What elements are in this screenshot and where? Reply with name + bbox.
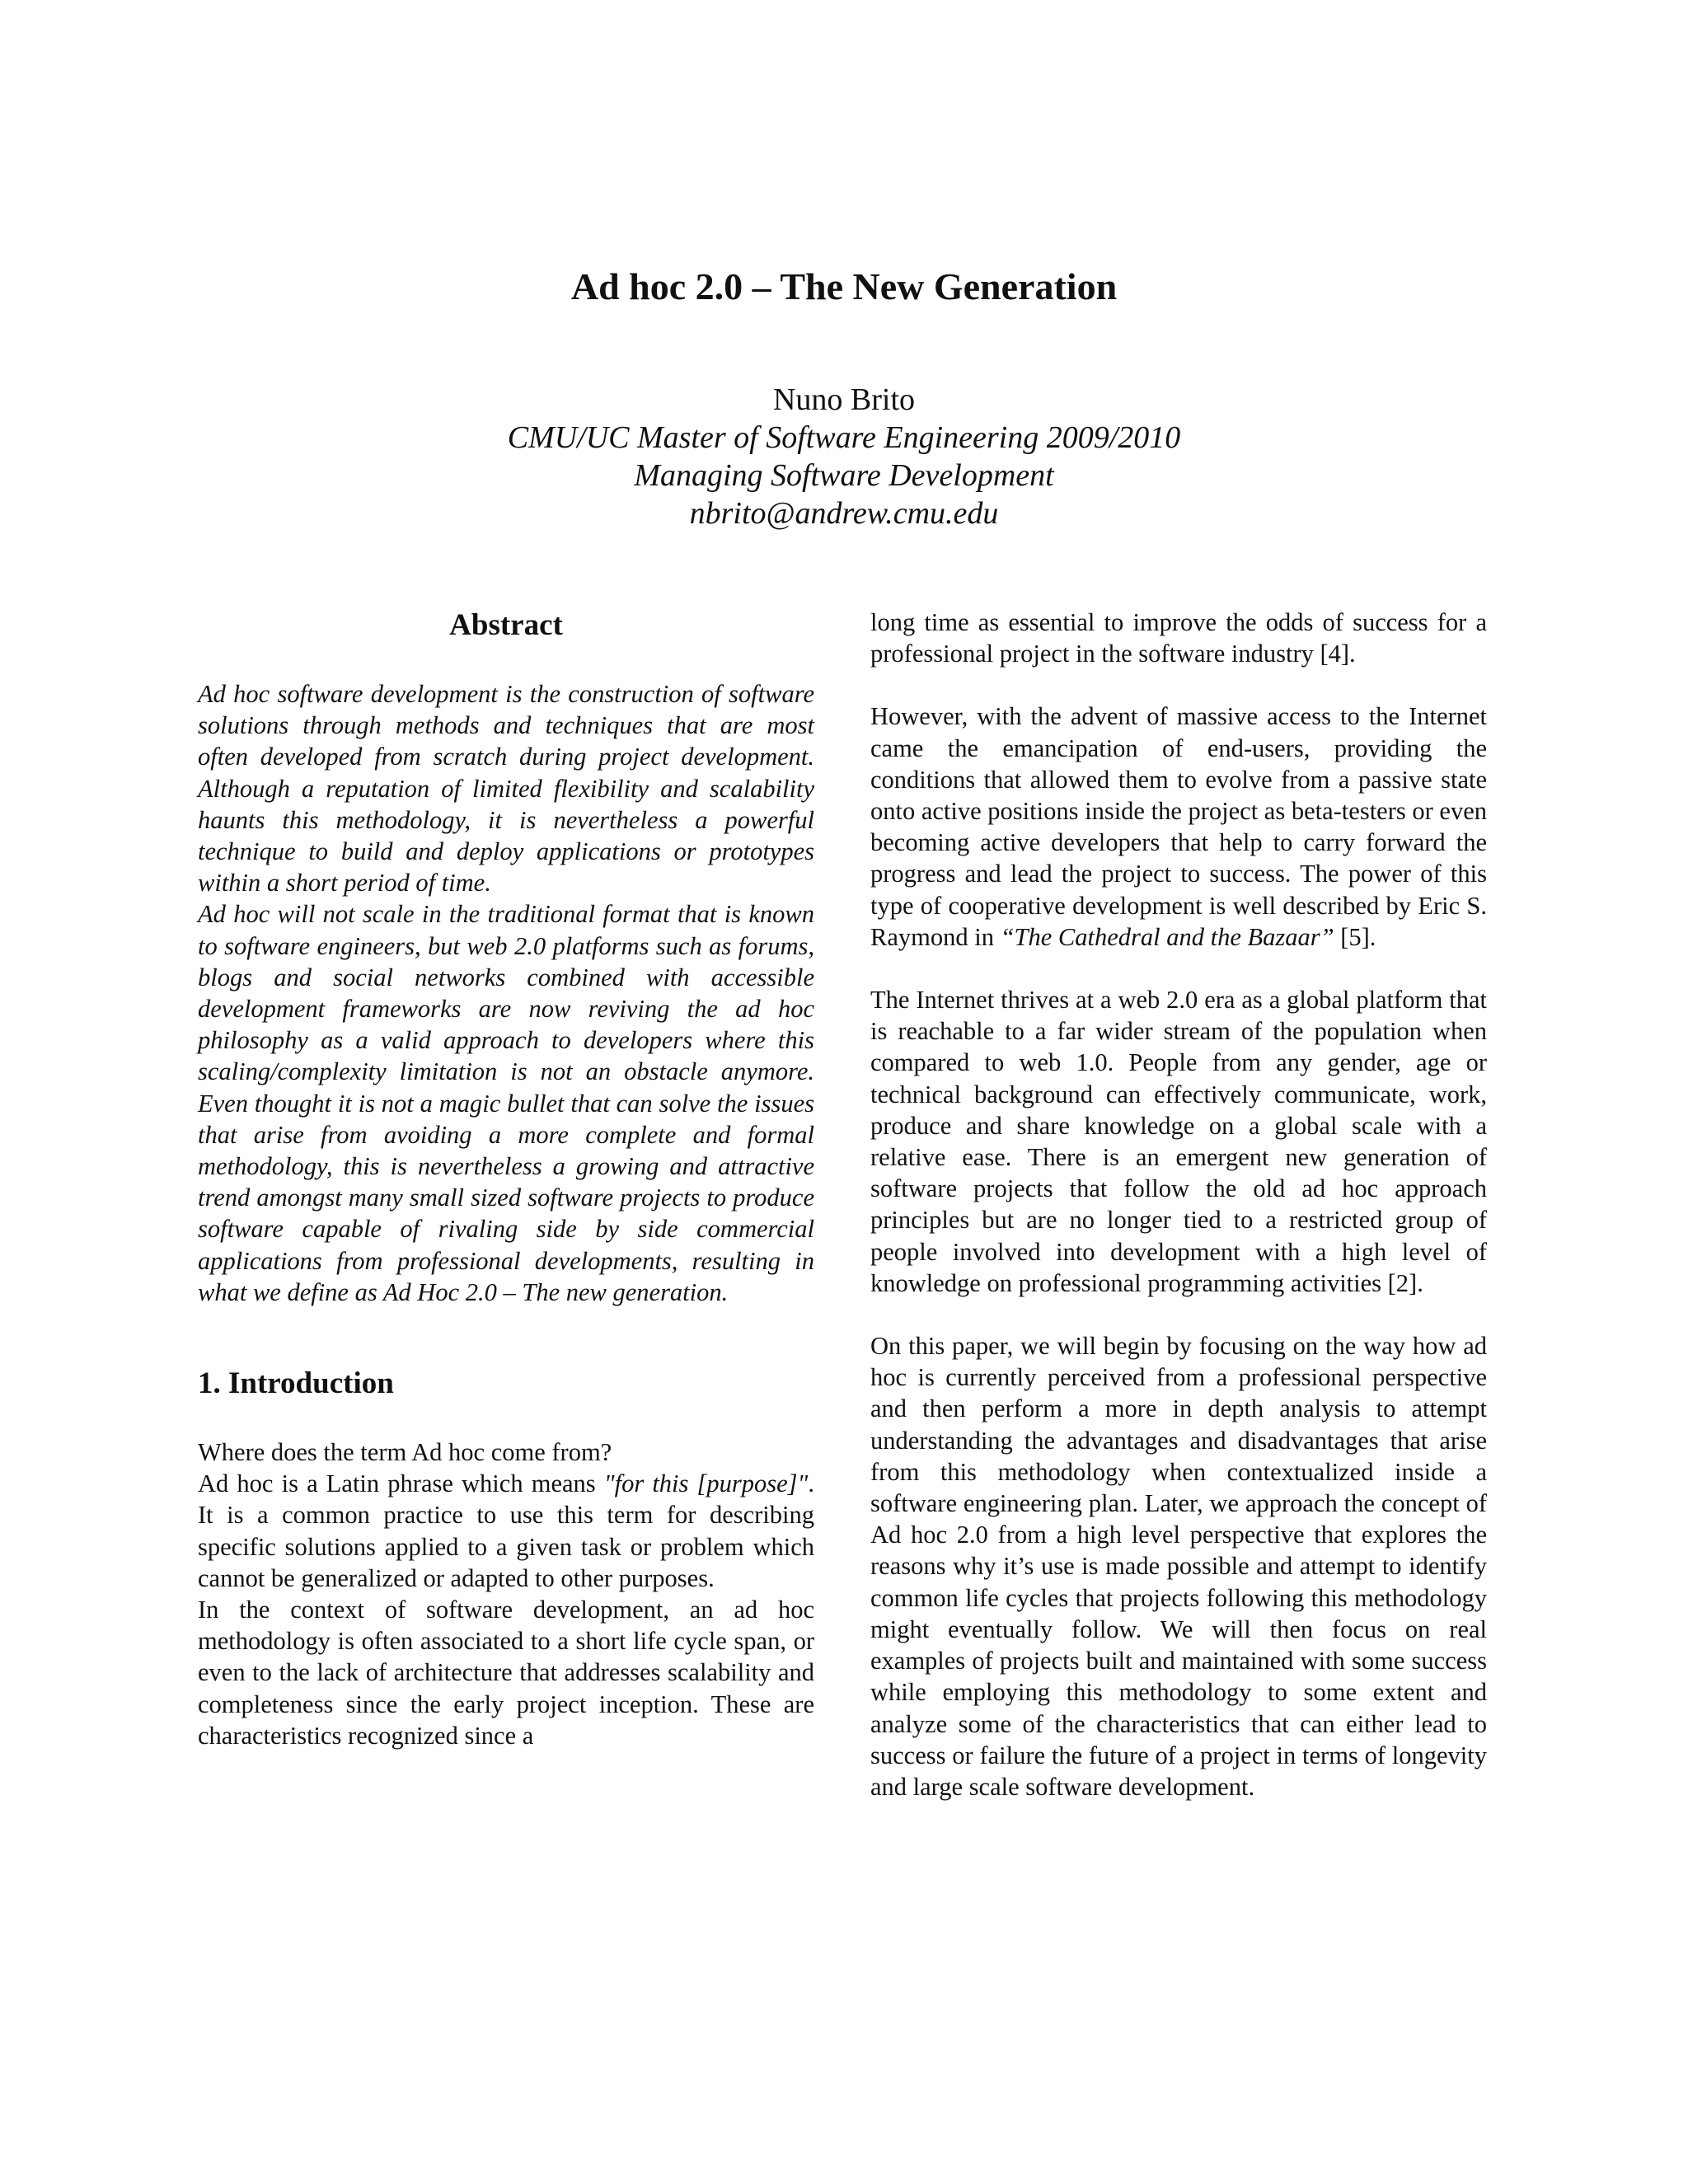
abstract-heading: Abstract <box>449 608 563 642</box>
introduction-body <box>198 1436 814 1751</box>
intro-context-paragraph: In the context of software development, an ad hoc methodology is often associated to a short life cycle span, or even to the lack of architecture that addresses scalability and completeness since the early project inception. These are characteristics recognized since a <box>198 1596 814 1750</box>
however-suffix: [5]. <box>1334 922 1376 951</box>
paper-title: Ad hoc 2.0 – The New Generation <box>570 265 1118 307</box>
author-program: CMU/UC Master of Software Engineering 2009/2010 <box>507 420 1181 455</box>
abstract-paragraph-2: Ad hoc will not scale in the traditional format that is known to software engineers, but web 2.0 platforms such as forums, blogs and social networks combined with accessible development frameworks are now reviving the ad hoc philosophy as a valid approach to developers where this scaling/complexity limitation is not an obstacle anymore. Even thought it is not a magic bullet that can solve the issues that arise from avoiding a more complete and formal methodology, this is nevertheless a growing and attractive trend amongst many small sized software projects to produce software capable of rivaling side by side commercial applications from professional developments, resulting in what we define as Ad Hoc 2.0 – The new generation. <box>198 900 814 1306</box>
web20-paragraph: The Internet thrives at a web 2.0 era as a global platform that is reachable to a far wider stream of the population when compared to web 1.0. People from any gender, age or technical background can effectively communicate, work, produce and share knowledge on a global scale with a relative ease. There is an emergent new generation of software projects that follow the old ad hoc approach principles but are no longer tied to a restricted group of people involved into development with a high level of knowledge on professional programming activities [2]. <box>870 986 1487 1297</box>
left-column <box>198 606 814 1751</box>
author-block <box>0 381 1688 532</box>
intro-definition-prefix: Ad hoc is a Latin phrase which means <box>198 1469 604 1498</box>
continuation-paragraph: long time as essential to improve the odds of success for a professional project in the software industry [4]. <box>870 608 1487 668</box>
intro-definition-quote: "for this [purpose]" <box>603 1469 809 1498</box>
author-name: Nuno Brito <box>772 382 916 417</box>
outline-paragraph: On this paper, we will begin by focusing on the way how ad hoc is currently perceived from a professional perspective and then perform a more in depth analysis to attempt understanding the advantages and disadvantages that arise from this methodology when contextualized inside a software engineering plan. Later, we approach the concept of Ad hoc 2.0 from a high level perspective that explores the reasons why it’s use is made possible and attempt to identify common life cycles that projects following this methodology might eventually follow. We will then focus on real examples of projects built and maintained with some success while employing this methodology to some extent and analyze some of the characteristics that can either lead to success or failure the future of a project in terms of longevity and large scale software development. <box>870 1332 1487 1801</box>
abstract-body <box>198 678 814 1308</box>
however-prefix: However, with the advent of massive access to the Internet came the emancipation of end-users, providing the conditions that allowed them to evolve from a passive state onto active positions inside the project as beta-testers or even becoming active developers that help to carry forward the progress and lead the project to success. The power of this type of cooperative development is well described by Eric S. Raymond in <box>870 702 1487 951</box>
author-course: Managing Software Development <box>634 458 1054 493</box>
intro-definition <box>198 1468 814 1594</box>
intro-definition-suffix: . It is a common practice to use this term for describing specific solutions applied to a given task or problem which cannot be generalized or adapted to other purposes. <box>198 1469 814 1592</box>
right-column <box>870 607 1487 1802</box>
author-email: nbrito@andrew.cmu.edu <box>689 496 999 531</box>
cathedral-bazaar-title: “The Cathedral and the Bazaar” <box>1000 922 1334 951</box>
introduction-heading: 1. Introduction <box>198 1366 394 1401</box>
however-paragraph <box>870 701 1487 953</box>
intro-question: Where does the term Ad hoc come from? <box>198 1438 612 1467</box>
abstract-paragraph-1: Ad hoc software development is the construction of software solutions through methods and techniques that are most often developed from scratch during project development. Although a reputation of limited flexibility and scalability haunts this methodology, it is nevertheless a powerful technique to build and deploy applications or prototypes within a short period of time. <box>198 680 814 898</box>
